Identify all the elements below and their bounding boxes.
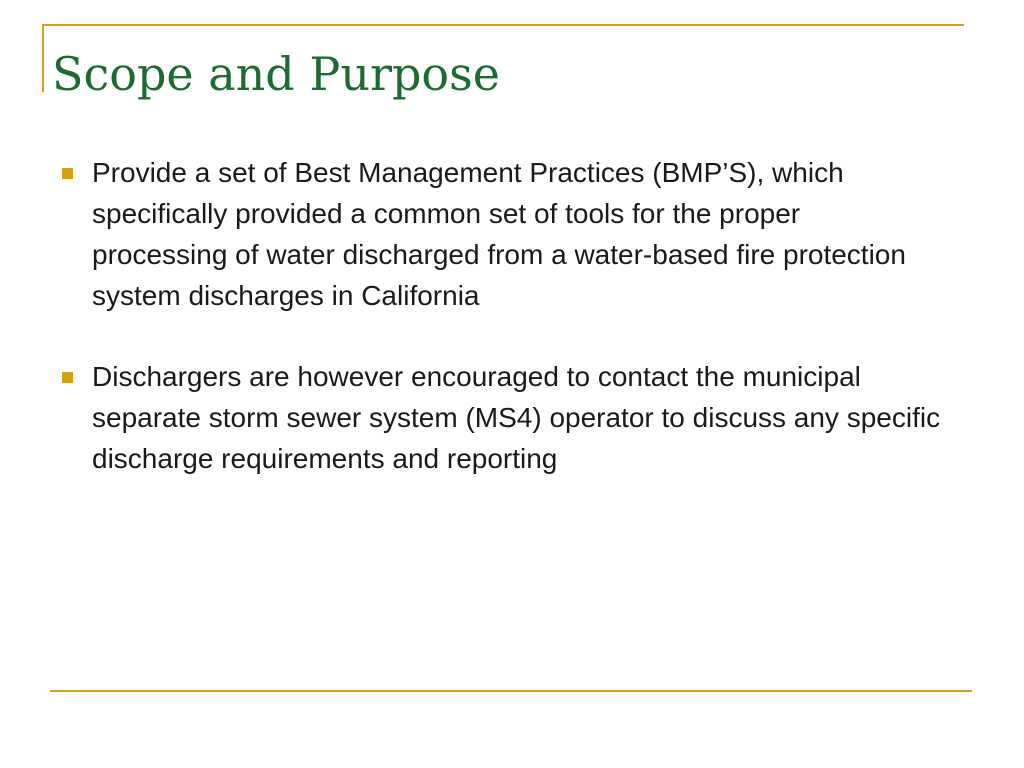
square-bullet-icon <box>62 168 73 179</box>
bullet-text: Dischargers are however encouraged to contact the municipal separate storm sewer system (MS4) operator to discuss any specific discharge requirements and reporting <box>92 361 941 474</box>
bottom-rule <box>50 690 972 692</box>
bullet-text: Provide a set of Best Management Practices (BMP’S), which specifically provided a common set of tools for the proper processing of water discharged from a water-based fire protection system discharges in California <box>92 157 906 311</box>
slide-title: Scope and Purpose <box>52 47 500 101</box>
square-bullet-icon <box>62 372 73 383</box>
bullet-item <box>62 356 942 479</box>
top-rule <box>42 24 964 26</box>
bullet-list <box>62 152 942 519</box>
left-rule <box>42 24 44 92</box>
bullet-item <box>62 152 942 316</box>
